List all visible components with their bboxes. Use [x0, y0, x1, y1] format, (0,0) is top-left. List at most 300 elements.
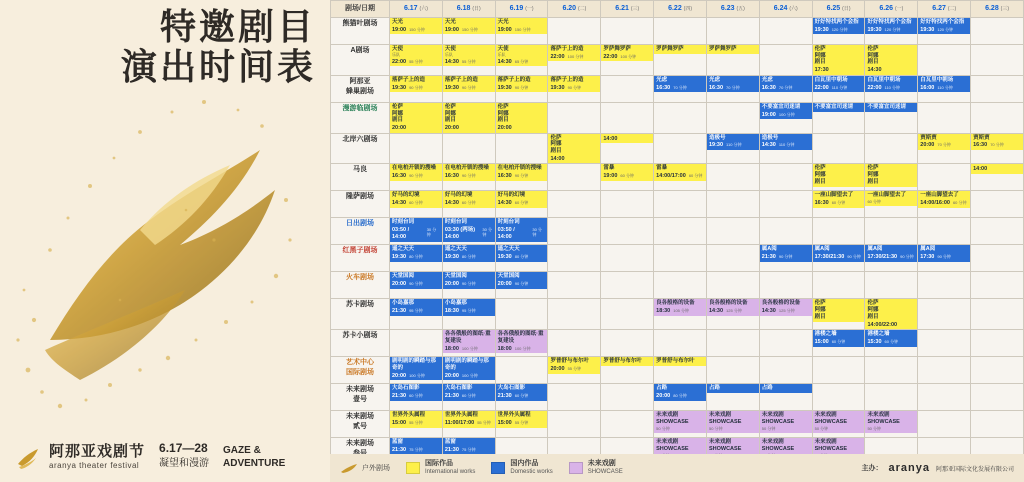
schedule-cell: [654, 191, 707, 218]
schedule-cell: [812, 133, 865, 164]
event-block[interactable]: 白瓦里中朝场 22:00 110 分钟: [865, 76, 917, 92]
schedule-cell[interactable]: [865, 18, 918, 45]
legend-label-domestic-cn: 国内作品: [510, 460, 539, 468]
event-block[interactable]: 遥之天天 19:30 80 分钟: [443, 245, 495, 261]
event-block[interactable]: 造极号 14:30 110 分钟: [760, 134, 812, 150]
schedule-cell[interactable]: [442, 245, 495, 272]
event-block[interactable]: 小岛嘉那 21:30 95 分钟: [390, 299, 442, 315]
event-block[interactable]: 天光 19:00 150 分钟: [496, 18, 548, 34]
event-block[interactable]: 伦萨 阿娜 剧目: [813, 164, 865, 186]
table-row: [331, 218, 1024, 245]
venue-cell: 熊猫叶剧场: [331, 18, 390, 45]
schedule-cell: [654, 272, 707, 299]
schedule-cell[interactable]: [706, 75, 759, 102]
schedule-cell[interactable]: [390, 272, 443, 299]
schedule-cell[interactable]: [918, 133, 971, 164]
venue-cell: 火车剧场: [331, 272, 390, 299]
schedule-cell[interactable]: [865, 75, 918, 102]
legend-label-showcase-cn: 未来戏剧: [587, 460, 616, 468]
schedule-cell: [706, 191, 759, 218]
schedule-cell[interactable]: [495, 272, 548, 299]
event-block[interactable]: 占路: [707, 384, 759, 393]
schedule-cell[interactable]: [442, 330, 495, 357]
schedule-cell[interactable]: [654, 75, 707, 102]
schedule-cell[interactable]: [442, 102, 495, 133]
schedule-cell: [865, 133, 918, 164]
schedule-cell[interactable]: [971, 164, 1024, 191]
schedule-cell[interactable]: [601, 45, 654, 76]
table-row: [331, 164, 1024, 191]
schedule-cell[interactable]: [812, 191, 865, 218]
schedule-cell: [390, 330, 443, 357]
schedule-cell[interactable]: [759, 245, 812, 272]
venue-cell: 苏卡小剧场: [331, 330, 390, 357]
schedule-cell[interactable]: [759, 299, 812, 330]
header-day-6.17: 6.17 (六): [390, 1, 443, 18]
legend-item-international: [406, 460, 475, 476]
host-organization: 阿那亚国际文化发展有限公司: [935, 466, 1014, 473]
schedule-cell[interactable]: [706, 411, 759, 438]
schedule-cell[interactable]: [495, 164, 548, 191]
venue-cell: A剧场: [331, 45, 390, 76]
schedule-cell: [759, 191, 812, 218]
schedule-cell: [548, 272, 601, 299]
event-block[interactable]: 天使 乐队 14:30 65 分钟: [496, 45, 548, 66]
schedule-cell[interactable]: [654, 45, 707, 76]
schedule-cell: [918, 357, 971, 384]
schedule-cell[interactable]: [442, 411, 495, 438]
schedule-cell[interactable]: [601, 133, 654, 164]
event-block[interactable]: 在电柏开锁的搜噪 16:30 90 分钟: [390, 164, 442, 180]
event-block[interactable]: 好马的幻境 14:30 60 分钟: [390, 191, 442, 207]
schedule-cell[interactable]: [495, 191, 548, 218]
schedule-cell[interactable]: [548, 75, 601, 102]
event-block[interactable]: 良各般格的设备 14:30 125 分钟: [707, 299, 759, 315]
event-block[interactable]: 良各般格的设备 14:30 125 分钟: [760, 299, 812, 315]
legend-swatch-international: [406, 462, 420, 474]
schedule-cell: [548, 330, 601, 357]
schedule-cell: [971, 384, 1024, 411]
event-block[interactable]: 罗普舒与布尔叶: [654, 357, 706, 366]
schedule-cell: [918, 45, 971, 76]
bird-logo-icon: [16, 444, 42, 470]
event-block[interactable]: 一座山脚望去了 16:30 60 分钟: [813, 191, 865, 207]
schedule-cell[interactable]: [442, 357, 495, 384]
schedule-cell: [918, 164, 971, 191]
schedule-cell[interactable]: [601, 357, 654, 384]
event-block[interactable]: 伦萨 阿娜 剧目 14:00: [548, 134, 600, 164]
schedule-cell: [865, 384, 918, 411]
schedule-cell: [759, 330, 812, 357]
schedule-cell[interactable]: [865, 411, 918, 438]
table-row: [331, 411, 1024, 438]
schedule-cell[interactable]: [390, 164, 443, 191]
schedule-cell[interactable]: [706, 299, 759, 330]
event-block[interactable]: 良各般格的设备 18:30 105 分钟: [654, 299, 706, 315]
schedule-cell: [706, 164, 759, 191]
event-block[interactable]: 罗普舒与布尔叶 20:00 55 分钟: [548, 357, 600, 373]
event-block[interactable]: 未来戏剧SHOWCASE 50 分钟: [865, 411, 917, 432]
schedule-cell[interactable]: [759, 411, 812, 438]
schedule-cell: [706, 245, 759, 272]
event-block[interactable]: 造极号 19:30 110 分钟: [707, 134, 759, 150]
schedule-cell[interactable]: [442, 164, 495, 191]
event-block[interactable]: 伦萨 阿娜 剧目 20:00: [443, 103, 495, 133]
event-block[interactable]: 剧明剧的瞬踏与那奇的 20:00 100 分钟: [443, 357, 495, 380]
table-row: [331, 102, 1024, 133]
event-block[interactable]: 在电柏开锁的搜噪 16:30 90 分钟: [443, 164, 495, 180]
event-block[interactable]: 大岛石图影 21:30 60 分钟: [496, 384, 548, 400]
schedule-cell: [971, 18, 1024, 45]
schedule-cell[interactable]: [812, 75, 865, 102]
event-block[interactable]: 未来戏剧SHOWCASE: [760, 438, 812, 459]
legend-outdoor-label: 户外剧场: [362, 465, 390, 472]
venue-cell: 未来剧场 贰号: [331, 411, 390, 438]
schedule-cell: [601, 272, 654, 299]
schedule-cell: [759, 164, 812, 191]
event-block[interactable]: 占路 20:00 80 分钟: [654, 384, 706, 400]
schedule-cell[interactable]: [865, 245, 918, 272]
schedule-cell[interactable]: [654, 411, 707, 438]
header-corner-cell: 剧场/日期: [331, 1, 390, 18]
schedule-cell[interactable]: [865, 45, 918, 76]
event-block[interactable]: 一座山脚望去了 60 分钟: [865, 191, 917, 206]
schedule-cell[interactable]: [495, 102, 548, 133]
event-block[interactable]: 蓝窗 21:30 75 分钟: [390, 438, 442, 454]
event-block[interactable]: 未来戏剧SHOWCASE: [707, 438, 759, 459]
schedule-cell[interactable]: [812, 330, 865, 357]
schedule-cell[interactable]: [442, 218, 495, 245]
schedule-cell: [971, 191, 1024, 218]
event-block[interactable]: 不要富宜司迷请: [813, 103, 865, 112]
legend-item-domestic: [491, 460, 552, 476]
schedule-cell[interactable]: [548, 357, 601, 384]
schedule-cell[interactable]: [865, 330, 918, 357]
event-block[interactable]: 属A阅 17:30 90 分钟: [918, 245, 970, 261]
festival-logo-text: [49, 444, 145, 470]
schedule-cell: [812, 357, 865, 384]
event-block[interactable]: 落萨子上的造 19:30 90 分钟: [443, 76, 495, 92]
schedule-cell: [759, 357, 812, 384]
schedule-cell[interactable]: [548, 45, 601, 76]
table-row: [331, 133, 1024, 164]
schedule-cell: [918, 272, 971, 299]
event-block[interactable]: 不要富宜司迷请: [865, 103, 917, 112]
event-block[interactable]: 罗萨舞罗萨: [654, 45, 706, 54]
event-block[interactable]: 世界外头属程 11:00/17:00 55 分钟: [443, 411, 495, 427]
schedule-cell: [971, 357, 1024, 384]
venue-cell: 日出剧场: [331, 218, 390, 245]
event-block[interactable]: 光虑 16:30 70 分钟: [760, 76, 812, 92]
table-row: [331, 18, 1024, 45]
schedule-cell[interactable]: [918, 245, 971, 272]
event-block[interactable]: 遥之天天 19:30 80 分钟: [496, 245, 548, 261]
event-block[interactable]: 伦萨 阿娜 剧目 20:00: [390, 103, 442, 133]
event-block[interactable]: 天光 19:00 150 分钟: [443, 18, 495, 34]
header-day-6.20: 6.20 (二): [548, 1, 601, 18]
event-block[interactable]: 天使 乐队 14:30 55 分钟: [443, 45, 495, 66]
schedule-cell[interactable]: [971, 133, 1024, 164]
event-block[interactable]: 在电柏开锁的搜噪 16:30 90 分钟: [496, 164, 548, 180]
table-row: [331, 272, 1024, 299]
bird-small-icon: [340, 463, 358, 474]
schedule-header-row: [331, 1, 1024, 18]
event-block[interactable]: 好好特找两个会指 19:30 120 分钟: [918, 18, 970, 34]
event-block[interactable]: 落萨于上的造 22:00 100 分钟: [548, 45, 600, 61]
schedule-cell[interactable]: [654, 164, 707, 191]
host-brand: aranya: [888, 462, 930, 474]
schedule-cell[interactable]: [865, 102, 918, 133]
header-day-6.23: 6.23 (五): [706, 1, 759, 18]
table-row: [331, 191, 1024, 218]
schedule-cell: [654, 18, 707, 45]
schedule-cell[interactable]: [390, 102, 443, 133]
event-block[interactable]: 雷暴 14:00/17:00 60 分钟: [654, 164, 706, 180]
event-block[interactable]: 未来戏剧SHOWCASE 50 分钟: [654, 411, 706, 432]
header-day-6.24: 6.24 (六): [759, 1, 812, 18]
schedule-cell[interactable]: [390, 191, 443, 218]
event-block[interactable]: 属A阅 21:30 90 分钟: [760, 245, 812, 261]
festival-logo: [16, 444, 145, 470]
event-block[interactable]: 剧明剧的瞬踏与那奇的 20:00 100 分钟: [390, 357, 442, 380]
festival-theme-en-line2: ADVENTURE: [223, 458, 286, 469]
schedule-cell: [759, 272, 812, 299]
schedule-cell: [390, 133, 443, 164]
schedule-cell[interactable]: [442, 75, 495, 102]
host-label: 主办：: [861, 465, 883, 472]
schedule-cell[interactable]: [812, 245, 865, 272]
schedule-cell[interactable]: [495, 384, 548, 411]
schedule-cell[interactable]: [548, 133, 601, 164]
poster-title-line1: 特邀剧目: [159, 7, 316, 48]
schedule-cell: [548, 384, 601, 411]
schedule-cell: [865, 357, 918, 384]
event-block[interactable]: 伦萨 阿娜 剧目 20:00: [496, 103, 548, 133]
schedule-cell[interactable]: [812, 164, 865, 191]
schedule-cell: [971, 299, 1024, 330]
schedule-cell[interactable]: [654, 384, 707, 411]
schedule-cell[interactable]: [442, 299, 495, 330]
event-block[interactable]: 雷暴 19:00 60 分钟: [601, 164, 653, 180]
event-block[interactable]: 天堂国阅 20:00 90 分钟: [496, 272, 548, 288]
event-block[interactable]: 好好特找两个会指 19:30 120 分钟: [813, 18, 865, 34]
schedule-table: [330, 0, 1024, 465]
event-block[interactable]: 14:00: [971, 164, 1023, 174]
event-block[interactable]: 属A阅 17:30/21:30 90 分钟: [865, 245, 917, 261]
event-block[interactable]: 白瓦里中朝场 16:00 110 分钟: [918, 76, 970, 92]
event-block[interactable]: 光虑 16:30 70 分钟: [654, 76, 706, 92]
event-block[interactable]: 伦萨 阿娜 剧目 14:30: [865, 45, 917, 75]
event-block[interactable]: 世界外头属程 15:00 55 分钟: [496, 411, 548, 427]
event-block[interactable]: 各各俄般的图纸·重复建设 18:00 100 分钟: [496, 330, 548, 353]
event-block[interactable]: 罗萨舞罗萨 22:00 100 分钟: [601, 45, 653, 61]
event-block[interactable]: 大岛石图影 21:30 60 分钟: [390, 384, 442, 400]
header-day-6.19: 6.19 (一): [495, 1, 548, 18]
event-block[interactable]: 天堂国阅 20:00 90 分钟: [443, 272, 495, 288]
event-block[interactable]: 属A阅 17:30/21:30 90 分钟: [813, 245, 865, 261]
event-block[interactable]: 落萨子上的造 19:30 90 分钟: [390, 76, 442, 92]
schedule-cell[interactable]: [812, 18, 865, 45]
event-block[interactable]: 天使 乐队 22:00 55 分钟: [390, 45, 442, 66]
schedule-cell: [971, 218, 1024, 245]
schedule-cell[interactable]: [706, 133, 759, 164]
schedule-cell[interactable]: [918, 75, 971, 102]
schedule-cell: [971, 272, 1024, 299]
venue-cell: 艺术中心 国际剧场: [331, 357, 390, 384]
schedule-cell[interactable]: [918, 18, 971, 45]
event-block[interactable]: 未来戏剧SHOWCASE: [654, 438, 706, 459]
schedule-cell[interactable]: [390, 45, 443, 76]
event-block[interactable]: 港楼之墙 15:00 60 分钟: [813, 330, 865, 346]
event-block[interactable]: 罗萨舞罗萨: [707, 45, 759, 54]
event-block[interactable]: 时刻台词 03:50 / 14:00 30 分钟: [390, 218, 442, 241]
schedule-cell[interactable]: [390, 75, 443, 102]
schedule-cell: [706, 272, 759, 299]
schedule-cell[interactable]: [442, 272, 495, 299]
schedule-cell[interactable]: [495, 330, 548, 357]
event-block[interactable]: 伦萨 阿娜 剧目 17:30: [813, 45, 865, 75]
event-block[interactable]: 天光 19:00 150 分钟: [390, 18, 442, 34]
event-block[interactable]: 白瓦里中朝场 22:00 110 分钟: [813, 76, 865, 92]
schedule-cell: [548, 164, 601, 191]
event-block[interactable]: 罗普舒与布尔叶: [601, 357, 653, 366]
legend-host: [862, 462, 1015, 474]
schedule-cell[interactable]: [759, 384, 812, 411]
event-block[interactable]: 贾斯贾 16:30 70 分钟: [971, 134, 1023, 150]
event-block[interactable]: 伦萨 阿娜 剧目 14:00/22:00: [865, 299, 917, 329]
festival-theme-cn: 凝望和漫游: [159, 457, 210, 469]
event-block[interactable]: 落萨子上的造 19:30 90 分钟: [496, 76, 548, 92]
event-block[interactable]: 未来戏剧SHOWCASE: [813, 438, 865, 459]
schedule-cell[interactable]: [812, 299, 865, 330]
event-block[interactable]: 好马的幻境 14:30 60 分钟: [496, 191, 548, 207]
schedule-cell[interactable]: [390, 357, 443, 384]
schedule-cell: [548, 245, 601, 272]
table-row: [331, 330, 1024, 357]
schedule-cell: [601, 330, 654, 357]
event-block[interactable]: 不要富宜司迷请 19:00 100 分钟: [760, 103, 812, 119]
event-block[interactable]: 好好特找两个会指 19:30 120 分钟: [865, 18, 917, 34]
schedule-cell[interactable]: [390, 218, 443, 245]
schedule-cell[interactable]: [495, 218, 548, 245]
schedule-cell[interactable]: [390, 18, 443, 45]
event-block[interactable]: 世界外头属程 15:00 55 分钟: [390, 411, 442, 427]
schedule-cell[interactable]: [390, 384, 443, 411]
event-block[interactable]: 未来戏剧SHOWCASE 50 分钟: [760, 411, 812, 432]
event-block[interactable]: 时刻台词 03:30 (两场) 14:00 30 分钟: [443, 218, 495, 241]
schedule-cell[interactable]: [495, 75, 548, 102]
schedule-cell[interactable]: [390, 411, 443, 438]
schedule-cell: [548, 18, 601, 45]
schedule-cell: [706, 218, 759, 245]
schedule-cell[interactable]: [812, 102, 865, 133]
schedule-cell: [442, 133, 495, 164]
event-block[interactable]: 好马的幻境 14:30 60 分钟: [443, 191, 495, 207]
schedule-cell: [812, 384, 865, 411]
schedule-cell[interactable]: [759, 75, 812, 102]
event-block[interactable]: 小岛嘉那 18:30 95 分钟: [443, 299, 495, 315]
venue-cell: 未来剧场: [331, 438, 390, 465]
schedule-cell: [706, 330, 759, 357]
venue-cell: 隆萨剧场: [331, 191, 390, 218]
event-block[interactable]: 大岛石图影 21:30 60 分钟: [443, 384, 495, 400]
schedule-cell[interactable]: [706, 384, 759, 411]
schedule-cell[interactable]: [759, 102, 812, 133]
event-block[interactable]: 一座山脚望去了 14:00/16:00 60 分钟: [918, 191, 970, 207]
schedule-cell[interactable]: [442, 384, 495, 411]
event-block[interactable]: 落萨子上的造 19:30 90 分钟: [548, 76, 600, 92]
schedule-cell[interactable]: [390, 299, 443, 330]
schedule-cell[interactable]: [812, 411, 865, 438]
schedule-cell[interactable]: [442, 191, 495, 218]
schedule-cell[interactable]: [495, 18, 548, 45]
schedule-cell: [654, 102, 707, 133]
event-block[interactable]: 蓝窗 21:30 75 分钟: [443, 438, 495, 454]
schedule-cell[interactable]: [390, 245, 443, 272]
schedule-cell: [548, 299, 601, 330]
event-block[interactable]: 光虑 16:30 70 分钟: [707, 76, 759, 92]
schedule-cell: [971, 245, 1024, 272]
schedule-cell[interactable]: [601, 164, 654, 191]
legend-item-showcase: [569, 460, 623, 476]
schedule-cell: [971, 102, 1024, 133]
header-day-6.28: 6.28 (三): [971, 1, 1024, 18]
schedule-cell[interactable]: [865, 299, 918, 330]
schedule-cell: [654, 133, 707, 164]
event-block[interactable]: 伦萨 阿娜 剧目: [813, 299, 865, 321]
schedule-cell[interactable]: [495, 411, 548, 438]
event-block[interactable]: 伦萨 阿娜 剧目: [865, 164, 917, 186]
schedule-cell: [654, 330, 707, 357]
header-day-6.22: 6.22 (四): [654, 1, 707, 18]
schedule-cell: [548, 411, 601, 438]
schedule-cell[interactable]: [654, 299, 707, 330]
schedule-cell: [601, 218, 654, 245]
schedule-cell[interactable]: [654, 357, 707, 384]
event-block[interactable]: 14:00: [601, 134, 653, 144]
schedule-cell: [548, 218, 601, 245]
schedule-cell: [601, 384, 654, 411]
event-block[interactable]: 贾斯贾 20:00 70 分钟: [918, 134, 970, 150]
event-block[interactable]: 遥之天天 19:30 80 分钟: [390, 245, 442, 261]
schedule-cell[interactable]: [865, 191, 918, 218]
schedule-cell[interactable]: [706, 45, 759, 76]
schedule-cell[interactable]: [442, 18, 495, 45]
schedule-cell: [601, 191, 654, 218]
schedule-cell: [601, 102, 654, 133]
schedule-cell[interactable]: [759, 133, 812, 164]
schedule-cell[interactable]: [812, 45, 865, 76]
venue-cell: 未来剧场 壹号: [331, 384, 390, 411]
schedule-cell[interactable]: [495, 245, 548, 272]
schedule-cell: [812, 272, 865, 299]
schedule-cell: [918, 218, 971, 245]
schedule-cell[interactable]: [865, 164, 918, 191]
event-block[interactable]: 时刻台词 03:50 / 14:00 30 分钟: [496, 218, 548, 241]
event-block[interactable]: 占路: [760, 384, 812, 393]
schedule-cell: [706, 102, 759, 133]
event-block[interactable]: 未来戏剧SHOWCASE 50 分钟: [707, 411, 759, 432]
legend-label-international-en: International works: [425, 468, 476, 475]
schedule-cell: [971, 75, 1024, 102]
event-block[interactable]: 港楼之墙 15:30 60 分钟: [865, 330, 917, 346]
event-block[interactable]: 天堂国阅 20:00 90 分钟: [390, 272, 442, 288]
schedule-cell[interactable]: [442, 45, 495, 76]
schedule-cell[interactable]: [918, 191, 971, 218]
event-block[interactable]: 各各俄般的图纸·重复建设 18:00 100 分钟: [443, 330, 495, 353]
event-block[interactable]: 未来戏剧SHOWCASE 50 分钟: [813, 411, 865, 432]
schedule-cell[interactable]: [495, 45, 548, 76]
